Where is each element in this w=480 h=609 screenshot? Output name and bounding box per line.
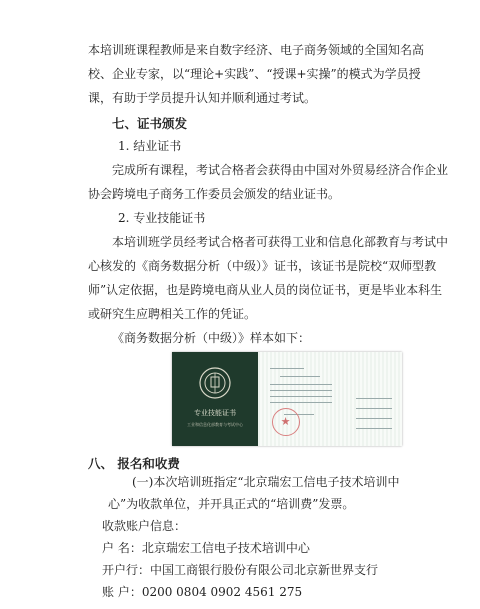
certificate-inner-page: [258, 352, 402, 446]
intro-line-2: 校、企业专家，以“理论+实践”、“授课+实操”的模式为学员授: [88, 67, 421, 81]
cert1-heading: 1. 结业证书: [118, 139, 182, 153]
certificate-issuer: 工业和信息化部教育与考试中心: [187, 422, 243, 427]
account-bank: 开户行：中国工商银行股份有限公司北京新世界支行: [102, 563, 379, 577]
fee1-line-1: (一)本次培训班指定“北京瑞宏工信电子技术培训中: [132, 475, 400, 489]
cert2-line-2: 心核发的《商务数据分析（中级）》证书，该证书是院校“双师型教: [88, 259, 437, 273]
section-7-heading: 七、证书颁发: [112, 116, 188, 131]
cert2-line-3: 师”认定依据，也是跨境电商从业人员的岗位证书，更是毕业本科生: [88, 283, 443, 297]
certificate-cover: [172, 352, 258, 446]
certificate-sample-image: [172, 352, 402, 446]
emblem-icon: [198, 366, 232, 400]
sample-caption: 《商务数据分析（中级）》样本如下：: [112, 331, 311, 345]
red-seal: ★: [272, 408, 300, 436]
cert2-line-4: 或研究生应聘相关工作的凭证。: [88, 307, 257, 321]
account-name: 户 名：北京瑞宏工信电子技术培训中心: [102, 541, 310, 555]
cert2-heading: 2. 专业技能证书: [118, 211, 206, 225]
cert1-line-2: 协会跨境电子商务工作委员会颁发的结业证书。: [88, 187, 341, 201]
cert2-line-1: 本培训班学员经考试合格者可获得工业和信息化部教育与考试中: [112, 235, 449, 249]
section-8-heading: 八、 报名和收费: [88, 456, 180, 471]
account-label: 收款账户信息：: [102, 519, 187, 533]
intro-line-1: 本培训班课程教师是来自数字经济、电子商务领域的全国知名高: [88, 43, 425, 57]
cert1-line-1: 完成所有课程，考试合格者会获得由中国对外贸易经济合作企业: [112, 163, 449, 177]
account-number: 账 户：0200 0804 0902 4561 275: [102, 585, 303, 599]
certificate-title: 专业技能证书: [194, 409, 236, 417]
intro-line-3: 课，有助于学员提升认知并顺利通过考试。: [88, 91, 317, 105]
fee1-line-2: 心”为收款单位，并开具正式的“培训费”发票。: [108, 497, 355, 511]
